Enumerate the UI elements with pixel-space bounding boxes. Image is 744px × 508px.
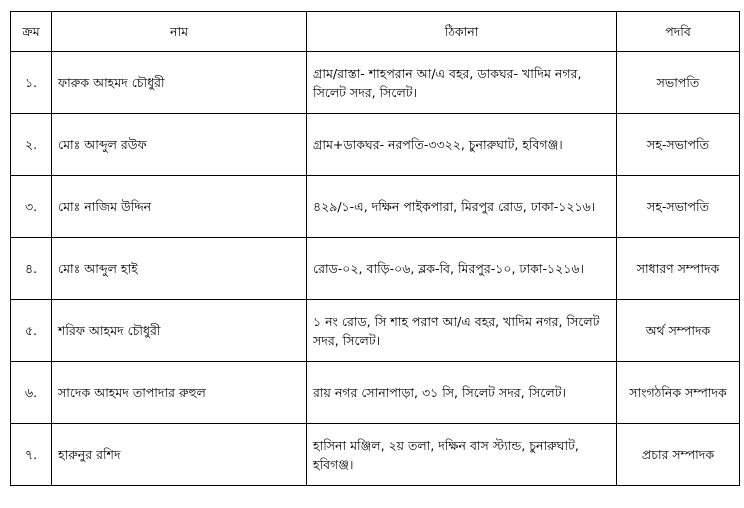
row-post: সাধারণ সম্পাদক bbox=[617, 238, 740, 300]
row-post: প্রচার সম্পাদক bbox=[617, 424, 740, 486]
header-row bbox=[11, 12, 740, 52]
table-row bbox=[11, 52, 740, 114]
row-name: সাদেক আহমদ তাপাদার রুহুল bbox=[52, 362, 307, 424]
committee-table bbox=[10, 11, 740, 486]
table-row bbox=[11, 424, 740, 486]
table-row bbox=[11, 362, 740, 424]
row-serial: ৫. bbox=[11, 300, 52, 362]
row-address: হাসিনা মঞ্জিল, ২য় তলা, দক্ষিন বাস স্ট্যান্ড, চুনারুঘাট, হবিগঞ্জ। bbox=[307, 424, 617, 486]
table-row bbox=[11, 176, 740, 238]
row-serial: ৩. bbox=[11, 176, 52, 238]
row-serial: ৪. bbox=[11, 238, 52, 300]
row-serial: ১. bbox=[11, 52, 52, 114]
row-name: ফারুক আহমদ চৌধুরী bbox=[52, 52, 307, 114]
row-name: শরিফ আহমদ চৌধুরী bbox=[52, 300, 307, 362]
row-address: গ্রাম/রাস্তা- শাহপরান আ/এ বহর, ডাকঘর- খাদিম নগর, সিলেট সদর, সিলেট। bbox=[307, 52, 617, 114]
row-serial: ২. bbox=[11, 114, 52, 176]
row-address: ১ নং রোড, সি শাহ পরাণ আ/এ বহর, খাদিম নগর, সিলেট সদর, সিলেট। bbox=[307, 300, 617, 362]
row-address: রায় নগর সোনাপাড়া, ৩১ সি, সিলেট সদর, সিলেট। bbox=[307, 362, 617, 424]
row-name: মোঃ আব্দুল হাই bbox=[52, 238, 307, 300]
table-row bbox=[11, 300, 740, 362]
row-name: হারুনুর রশিদ bbox=[52, 424, 307, 486]
table-row bbox=[11, 114, 740, 176]
row-address: ৪২৯/১-এ, দক্ষিন পাইকপারা, মিরপুর রোড, ঢাকা-১২১৬। bbox=[307, 176, 617, 238]
row-post: সভাপতি bbox=[617, 52, 740, 114]
row-serial: ৭. bbox=[11, 424, 52, 486]
header-post: পদবি bbox=[617, 12, 740, 52]
row-post: সাংগঠনিক সম্পাদক bbox=[617, 362, 740, 424]
row-serial: ৬. bbox=[11, 362, 52, 424]
table-row bbox=[11, 238, 740, 300]
header-name: নাম bbox=[52, 12, 307, 52]
row-address: রোড-০২, বাড়ি-০৬, ব্লক-বি, মিরপুর-১০, ঢাকা-১২১৬। bbox=[307, 238, 617, 300]
row-post: সহ-সভাপতি bbox=[617, 114, 740, 176]
row-post: সহ-সভাপতি bbox=[617, 176, 740, 238]
row-post: অর্থ সম্পাদক bbox=[617, 300, 740, 362]
header-address: ঠিকানা bbox=[307, 12, 617, 52]
row-address: গ্রাম+ডাকঘর- নরপতি-৩৩২২, চুনারুঘাট, হবিগঞ্জ। bbox=[307, 114, 617, 176]
row-name: মোঃ আব্দুল রউফ bbox=[52, 114, 307, 176]
row-name: মোঃ নাজিম উদ্দিন bbox=[52, 176, 307, 238]
header-serial: ক্রম bbox=[11, 12, 52, 52]
